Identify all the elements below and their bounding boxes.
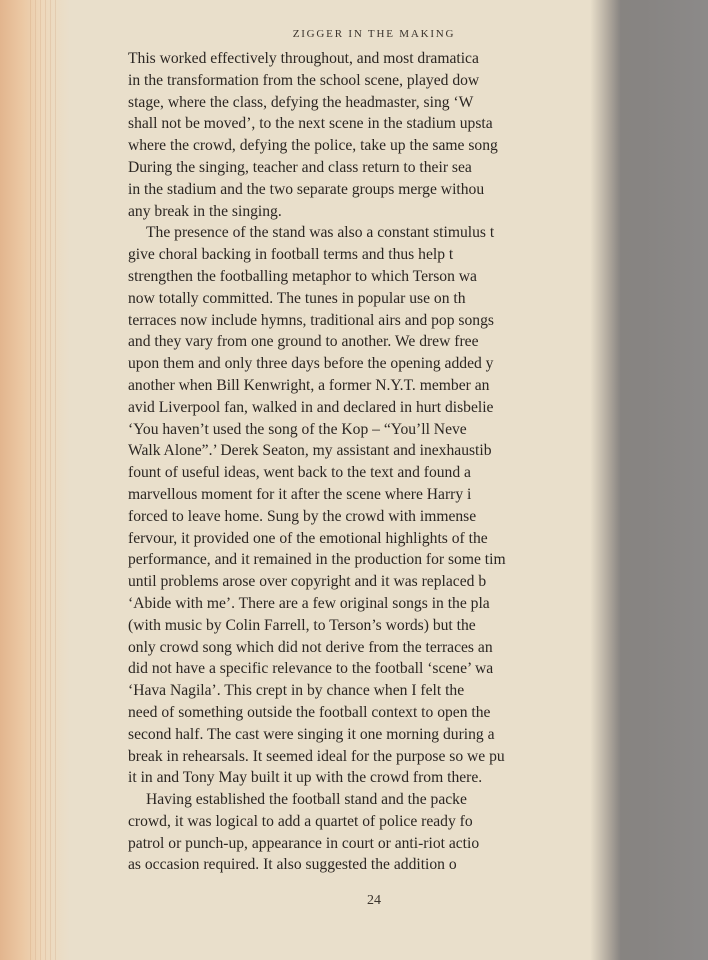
text-line: (with music by Colin Farrell, to Terson’s words) but the (128, 616, 476, 634)
text-line: During the singing, teacher and class return to their sea (128, 158, 472, 176)
text-line: marvellous moment for it after the scene where Harry i (128, 485, 472, 503)
text-line: fervour, it provided one of the emotional highlights of the (128, 529, 488, 547)
text-line: need of something outside the football context to open the (128, 703, 491, 721)
text-line: stage, where the class, defying the headmaster, sing ‘W (128, 93, 474, 111)
text-line: ‘Abide with me’. There are a few original songs in the pla (128, 594, 490, 612)
body-text (128, 48, 620, 876)
text-line: break in rehearsals. It seemed ideal for the purpose so we pu (128, 747, 505, 765)
text-line: performance, and it remained in the production for some tim (128, 551, 506, 569)
text-line: This worked effectively throughout, and most dramatica (128, 50, 479, 67)
text-line: now totally committed. The tunes in popular use on th (128, 289, 466, 307)
text-line: did not have a specific relevance to the football ‘scene’ wa (128, 660, 494, 678)
text-line: avid Liverpool fan, walked in and declared in hurt disbelie (128, 398, 494, 416)
text-line: Having established the football stand and the packe (146, 791, 467, 809)
text-line: crowd, it was logical to add a quartet of police ready fo (128, 812, 473, 830)
running-head: ZIGGER IN THE MAKING (292, 28, 456, 40)
text-line: terraces now include hymns, traditional airs and pop songs (128, 311, 494, 329)
text-line: as occasion required. It also suggested the addition o (128, 856, 457, 874)
page-edge-lines (30, 0, 58, 960)
text-line: give choral backing in football terms and thus help t (128, 246, 454, 264)
text-line: The presence of the stand was also a constant stimulus t (146, 224, 495, 242)
text-line: only crowd song which did not derive from the terraces an (128, 638, 493, 656)
text-line: second half. The cast were singing it one morning during a (128, 725, 495, 743)
text-line: Walk Alone”.’ Derek Seaton, my assistant and inexhaustib (128, 442, 492, 460)
text-line: it in and Tony May built it up with the crowd from there. (128, 769, 483, 787)
page-number: 24 (367, 893, 381, 908)
text-line: in the stadium and the two separate groups merge withou (128, 180, 485, 198)
spine-shadow (590, 0, 708, 960)
text-line: any break in the singing. (128, 202, 282, 220)
text-line: where the crowd, defying the police, take up the same song (128, 137, 498, 155)
text-line: shall not be moved’, to the next scene in the stadium upsta (128, 115, 493, 133)
text-line: fount of useful ideas, went back to the text and found a (128, 464, 471, 482)
text-line: forced to leave home. Sung by the crowd with immense (128, 507, 477, 525)
text-line: until problems arose over copyright and it was replaced b (128, 573, 487, 591)
text-line: patrol or punch-up, appearance in court or anti-riot actio (128, 834, 480, 852)
text-line: ‘You haven’t used the song of the Kop – “You’ll Neve (128, 420, 467, 438)
text-line: upon them and only three days before the opening added y (128, 355, 494, 373)
page-edge-stack (0, 0, 70, 960)
text-line: and they vary from one ground to another. We drew free (128, 333, 479, 351)
text-line: strengthen the footballing metaphor to which Terson wa (128, 267, 477, 285)
text-line: another when Bill Kenwright, a former N.Y.T. member an (128, 376, 490, 394)
text-line: in the transformation from the school scene, played dow (128, 71, 480, 89)
text-line: ‘Hava Nagila’. This crept in by chance when I felt the (128, 682, 465, 700)
